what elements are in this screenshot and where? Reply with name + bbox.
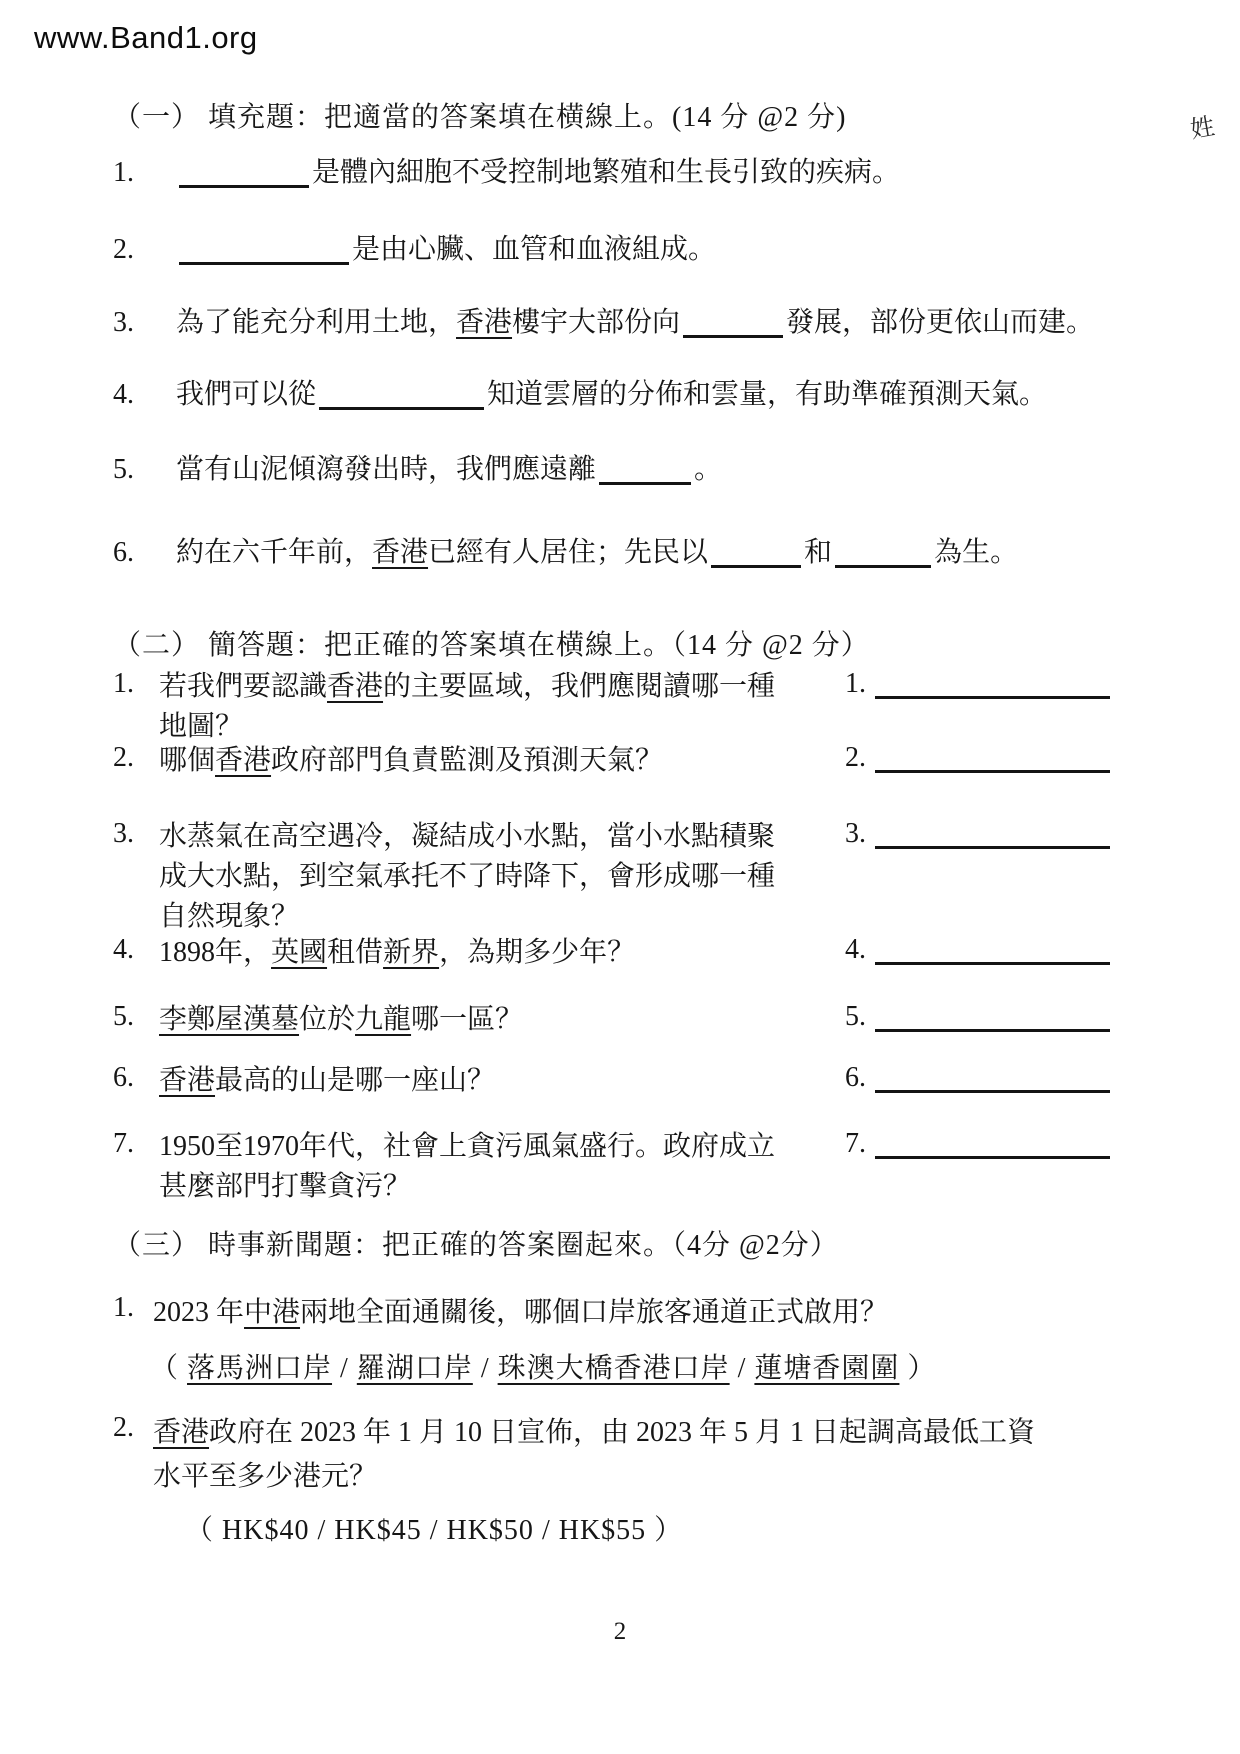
underlined-text: 香港 bbox=[153, 1417, 210, 1448]
text-run: （ bbox=[185, 1515, 223, 1546]
answer-blank[interactable] bbox=[875, 1127, 1110, 1159]
text-run: 最高的山是哪一座山？ bbox=[215, 1065, 496, 1096]
text-run: 樓宇大部份向 bbox=[512, 307, 681, 338]
answer-slot-2 bbox=[845, 741, 1113, 774]
text-run: 甚麼部門打擊貪污？ bbox=[159, 1171, 412, 1202]
answer-slot-5 bbox=[845, 1000, 1113, 1033]
question-text bbox=[153, 1455, 1035, 1499]
answer-slot-7 bbox=[845, 1127, 1113, 1160]
question-number: 6. bbox=[113, 1062, 134, 1093]
question-number: 1. bbox=[113, 157, 134, 188]
question-number: 3. bbox=[113, 307, 134, 338]
text-run: / bbox=[309, 1515, 335, 1546]
handwritten-mark: 姓 bbox=[1188, 114, 1217, 144]
question-text bbox=[176, 379, 1047, 410]
text-run: 發展，部份更依山而建。 bbox=[786, 307, 1095, 338]
text-run: / bbox=[472, 1353, 498, 1384]
section2-title: （二） 簡答題：把正確的答案填在横線上。（14 分 @2 分） bbox=[113, 630, 870, 661]
question-text bbox=[176, 537, 1018, 568]
text-run: / bbox=[729, 1353, 755, 1384]
text-run: 1898年， bbox=[159, 937, 272, 968]
underlined-text: 香港 bbox=[327, 671, 384, 702]
text-run: ） bbox=[899, 1353, 937, 1384]
answer-slot-3 bbox=[845, 817, 1113, 850]
question-text bbox=[159, 933, 635, 973]
answer-slot-6 bbox=[845, 1061, 1113, 1094]
question-text bbox=[159, 857, 775, 897]
question-text bbox=[159, 1061, 495, 1101]
underlined-text: 李鄭屋漢墓 bbox=[159, 1004, 300, 1035]
option-choice[interactable]: 珠澳大橋香港口岸 bbox=[497, 1353, 730, 1384]
text-run: 政府部門負責監測及預測天氣？ bbox=[271, 745, 664, 776]
question-text bbox=[153, 1411, 1035, 1455]
answer-blank[interactable] bbox=[179, 233, 349, 265]
text-run: 成大水點，到空氣承托不了時降下，會形成哪一種 bbox=[159, 861, 776, 892]
question-text bbox=[176, 307, 1094, 338]
section1-question-3 bbox=[113, 306, 1094, 340]
text-run: 是由心臟、血管和血液組成。 bbox=[352, 234, 717, 265]
text-run: 為了能充分利用土地， bbox=[176, 307, 457, 338]
underlined-text: 香港 bbox=[372, 537, 429, 568]
answer-slot-1 bbox=[845, 667, 1113, 700]
text-run: 。 bbox=[694, 454, 723, 485]
question-text bbox=[176, 454, 722, 485]
answer-number: 4. bbox=[845, 934, 866, 965]
question-number: 5. bbox=[113, 454, 134, 485]
answer-number: 5. bbox=[845, 1001, 866, 1032]
question-text bbox=[159, 1000, 523, 1040]
text-run: ，為期多少年？ bbox=[439, 937, 636, 968]
answer-line bbox=[872, 818, 1113, 849]
question-number: 6. bbox=[113, 537, 134, 568]
question-text bbox=[159, 741, 663, 781]
question-number: 1. bbox=[113, 668, 134, 699]
text-run: 已經有人居住；先民以 bbox=[428, 537, 709, 568]
text-run: 約在六千年前， bbox=[176, 537, 373, 568]
underlined-text: 香港 bbox=[159, 1065, 216, 1096]
answer-line bbox=[872, 1001, 1113, 1032]
answer-line bbox=[872, 742, 1113, 773]
option-choice[interactable]: 落馬洲口岸 bbox=[187, 1353, 333, 1384]
text-run: 我們可以從 bbox=[176, 379, 317, 410]
question-number: 3. bbox=[113, 818, 134, 849]
underlined-text: 香港 bbox=[456, 307, 513, 338]
question-text bbox=[176, 157, 900, 188]
answer-number: 3. bbox=[845, 818, 866, 849]
underlined-text: 新界 bbox=[383, 937, 440, 968]
answer-blank[interactable] bbox=[875, 667, 1110, 699]
section3-question-1 bbox=[113, 1291, 888, 1335]
section2-question-2 bbox=[113, 741, 663, 781]
answer-line bbox=[872, 668, 1113, 699]
section2-question-3 bbox=[113, 817, 775, 937]
underlined-text: 英國 bbox=[271, 937, 328, 968]
question-text bbox=[153, 1291, 888, 1335]
question-number: 4. bbox=[113, 379, 134, 410]
section2-question-7 bbox=[113, 1127, 775, 1207]
text-run: 位於 bbox=[299, 1004, 356, 1035]
site-watermark: www.Band1.org bbox=[34, 20, 258, 55]
option-choice[interactable]: 蓮塘香園圍 bbox=[754, 1353, 900, 1384]
section1-question-6 bbox=[113, 536, 1018, 570]
answer-blank[interactable] bbox=[875, 741, 1110, 773]
question-number: 2. bbox=[113, 1412, 134, 1443]
option-choice[interactable]: HK$55 bbox=[558, 1515, 647, 1546]
answer-line bbox=[872, 1062, 1113, 1093]
text-run: （ bbox=[150, 1353, 188, 1384]
text-run: 1950至1970年代，社會上貪污風氣盛行。政府成立 bbox=[159, 1131, 776, 1162]
answer-blank[interactable] bbox=[875, 933, 1110, 965]
section3-q1-options bbox=[150, 1352, 936, 1386]
question-text bbox=[159, 667, 775, 707]
text-run: 水平至多少港元？ bbox=[153, 1461, 378, 1492]
answer-blank[interactable] bbox=[875, 1061, 1110, 1093]
question-text bbox=[159, 1167, 775, 1207]
answer-number: 1. bbox=[845, 668, 866, 699]
question-text bbox=[159, 897, 775, 937]
text-run: 自然現象？ bbox=[159, 901, 300, 932]
answer-blank[interactable] bbox=[599, 453, 691, 485]
section2-question-5 bbox=[113, 1000, 523, 1040]
text-run: / bbox=[421, 1515, 447, 1546]
underlined-text: 九龍 bbox=[355, 1004, 412, 1035]
text-run: 的主要區域，我們應閱讀哪一種 bbox=[383, 671, 776, 702]
text-run: 租借 bbox=[327, 937, 384, 968]
text-run: 哪個 bbox=[159, 745, 216, 776]
answer-blank[interactable] bbox=[835, 536, 931, 568]
text-run: 地圖？ bbox=[159, 711, 244, 742]
answer-blank[interactable] bbox=[875, 1000, 1110, 1032]
text-run: 知道雲層的分佈和雲量，有助準確預測天氣。 bbox=[487, 379, 1048, 410]
question-number: 4. bbox=[113, 934, 134, 965]
answer-blank[interactable] bbox=[683, 306, 783, 338]
text-run: 當有山泥傾瀉發出時，我們應遠離 bbox=[176, 454, 597, 485]
question-number: 1. bbox=[113, 1292, 134, 1323]
text-run: 兩地全面通關後，哪個口岸旅客通道正式啟用？ bbox=[300, 1297, 889, 1328]
text-run: 哪一區？ bbox=[411, 1004, 524, 1035]
underlined-text: 中港 bbox=[244, 1297, 301, 1328]
option-choice[interactable]: HK$40 bbox=[222, 1515, 310, 1546]
section2-question-6 bbox=[113, 1061, 495, 1101]
text-run: 政府在 2023 年 1 月 10 日宣佈，由 2023 年 5 月 1 日起調高最低工資 bbox=[209, 1417, 1036, 1448]
answer-number: 6. bbox=[845, 1062, 866, 1093]
text-run: 2023 年 bbox=[153, 1297, 245, 1328]
section1-question-1 bbox=[113, 156, 900, 190]
section1-question-4 bbox=[113, 378, 1047, 412]
question-text bbox=[159, 1127, 775, 1167]
question-number: 5. bbox=[113, 1001, 134, 1032]
answer-number: 2. bbox=[845, 742, 866, 773]
section2-question-4 bbox=[113, 933, 635, 973]
answer-blank[interactable] bbox=[319, 378, 484, 410]
text-run: 和 bbox=[804, 537, 833, 568]
answer-blank[interactable] bbox=[875, 817, 1110, 849]
answer-blank[interactable] bbox=[711, 536, 801, 568]
option-choice[interactable]: HK$45 bbox=[334, 1515, 422, 1546]
section1-title: （一） 填充題：把適當的答案填在横線上。(14 分 @2 分) bbox=[113, 102, 847, 133]
text-run: 為生。 bbox=[934, 537, 1019, 568]
option-choice[interactable]: HK$50 bbox=[446, 1515, 534, 1546]
option-choice[interactable]: 羅湖口岸 bbox=[356, 1353, 473, 1384]
underlined-text: 香港 bbox=[215, 745, 272, 776]
question-number: 2. bbox=[113, 742, 134, 773]
answer-number: 7. bbox=[845, 1128, 866, 1159]
page-number: 2 bbox=[613, 1618, 627, 1645]
text-run: / bbox=[332, 1353, 357, 1384]
text-run: 若我們要認識 bbox=[159, 671, 328, 702]
question-text bbox=[176, 234, 716, 265]
section1-question-2 bbox=[113, 233, 716, 267]
section3-question-2 bbox=[113, 1411, 1035, 1499]
answer-line bbox=[872, 1128, 1113, 1159]
question-text bbox=[159, 817, 775, 857]
question-number: 2. bbox=[113, 234, 134, 265]
answer-line bbox=[872, 934, 1113, 965]
section3-title: （三） 時事新聞題：把正確的答案圈起來。（4分 @2分） bbox=[113, 1230, 839, 1261]
section3-q2-options bbox=[185, 1514, 683, 1548]
text-run: 水蒸氣在高空遇冷，凝結成小水點，當小水點積聚 bbox=[159, 821, 776, 852]
text-run: 是體內細胞不受控制地繁殖和生長引致的疾病。 bbox=[312, 157, 901, 188]
text-run: ） bbox=[646, 1515, 684, 1546]
question-number: 7. bbox=[113, 1128, 134, 1159]
answer-slot-4 bbox=[845, 933, 1113, 966]
answer-blank[interactable] bbox=[179, 156, 309, 188]
section1-question-5 bbox=[113, 453, 722, 487]
section2-question-1 bbox=[113, 667, 775, 747]
text-run: / bbox=[533, 1515, 559, 1546]
